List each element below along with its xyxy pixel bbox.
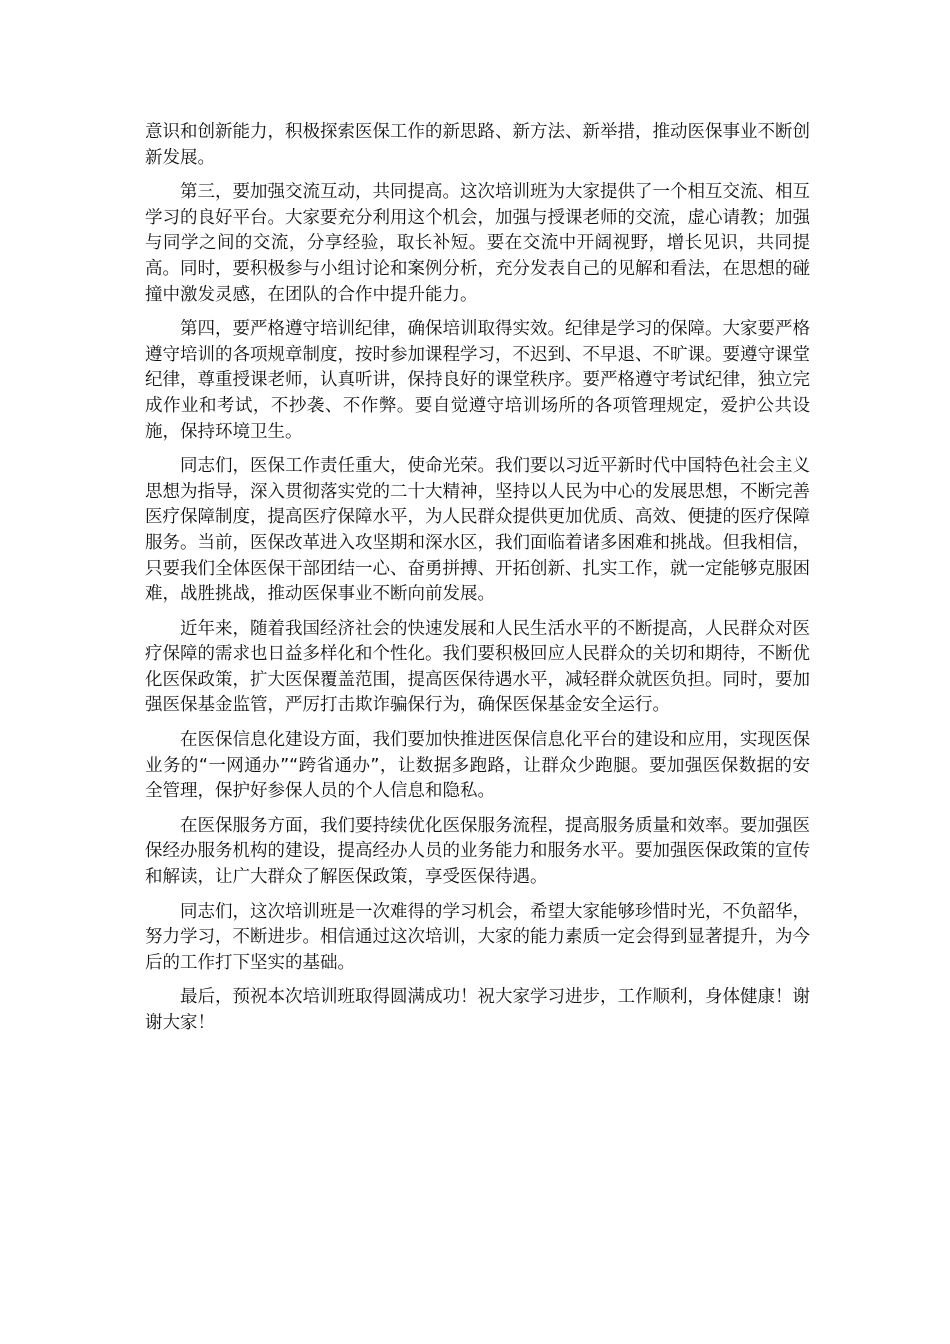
paragraph-closing: 最后，预祝本次培训班取得圆满成功！祝大家学习进步，工作顺利，身体健康！谢谢大家！ — [145, 987, 810, 1033]
paragraph-mission: 同志们，医保工作责任重大，使命光荣。我们要以习近平新时代中国特色社会主义思想为指导，深入贯彻落实党的二十大精神，坚持以人民为中心的发展思想，不断完善医疗保障制度，提高医疗保障水平，为人民群众提供更加优质、高效、便捷的医疗保障服务。当前，医保改革进入攻坚期和深水区，我们面临着诸多困难和挑战。但我相信，只要我们全体医保干部团结一心、奋勇拼搏、开拓创新、扎实工作，就一定能够克服困难，战胜挑战，推动医保事业不断向前发展。 — [145, 456, 810, 605]
paragraph-opportunity: 同志们，这次培训班是一次难得的学习机会，希望大家能够珍惜时光，不负韶华，努力学习，不断进步。相信通过这次培训，大家的能力素质一定会得到显著提升，为今后的工作打下坚实的基础。 — [145, 901, 810, 973]
document-body — [145, 120, 810, 1046]
paragraph-services: 在医保服务方面，我们要持续优化医保服务流程，提高服务质量和效率。要加强医保经办服务机构的建设，提高经办人员的业务能力和服务水平。要加强医保政策的宣传和解读，让广大群众了解医保政策，享受医保待遇。 — [145, 815, 810, 888]
paragraph-informatization: 在医保信息化建设方面，我们要加快推进医保信息化平台的建设和应用，实现医保业务的“一网通办”“跨省通办”，让数据多跑路，让群众少跑腿。要加强医保数据的安全管理，保护好参保人员的个人信息和隐私。 — [145, 730, 810, 802]
paragraph-third-point: 第三，要加强交流互动，共同提高。这次培训班为大家提供了一个相互交流、相互学习的良好平台。大家要充分利用这个机会，加强与授课老师的交流，虚心请教；加强与同学之间的交流，分享经验，取长补短。要在交流中开阔视野，增长见识，共同提高。同时，要积极参与小组讨论和案例分析，充分发表自己的见解和看法，在思想的碰撞中激发灵感，在团队的合作中提升能力。 — [145, 182, 810, 305]
paragraph-recent-years: 近年来，随着我国经济社会的快速发展和人民生活水平的不断提高，人民群众对医疗保障的需求也日益多样化和个性化。我们要积极回应人民群众的关切和期待，不断优化医保政策，扩大医保覆盖范围，提高医保待遇水平，减轻群众就医负担。同时，要加强医保基金监管，严厉打击欺诈骗保行为，确保医保基金安全运行。 — [145, 618, 810, 716]
paragraph-continuation: 意识和创新能力，积极探索医保工作的新思路、新方法、新举措，推动医保事业不断创新发展。 — [145, 122, 810, 168]
paragraph-fourth-point: 第四，要严格遵守培训纪律，确保培训取得实效。纪律是学习的保障。大家要严格遵守培训的各项规章制度，按时参加课程学习，不迟到、不早退、不旷课。要遵守课堂纪律，尊重授课老师，认真听讲，保持良好的课堂秩序。要严格遵守考试纪律，独立完成作业和考试，不抄袭、不作弊。要自觉遵守培训场所的各项管理规定，爱护公共设施，保持环境卫生。 — [145, 319, 810, 442]
